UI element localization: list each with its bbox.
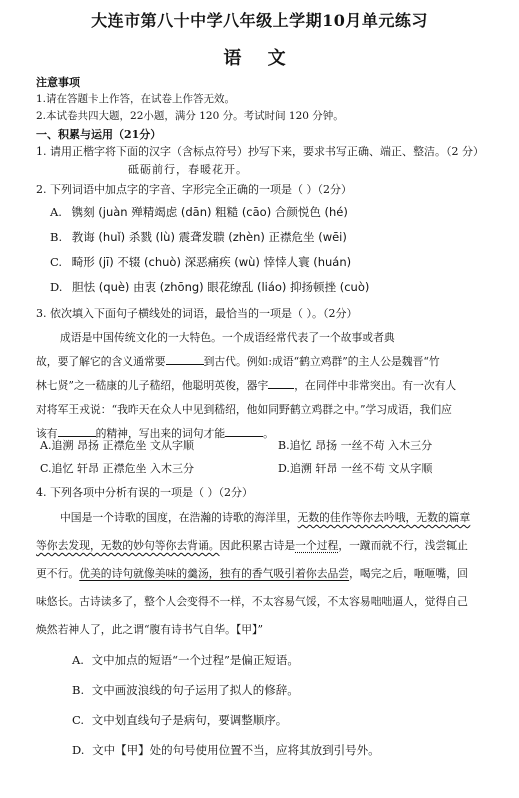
q4-paragraph-line: 更不行。优美的诗句就像美味的羹汤，独有的香气吸引着你去品尝，喝完之后，咂咂嘴，回 <box>36 567 468 580</box>
option-text: 畸形 (jī) 不辍 (chuò) 深恶痛疾 (wù) 悻悻人寰 (huán) <box>71 255 352 269</box>
q4-option-c: C. 文中划直线句子是病句，要调整顺序。 <box>72 713 288 727</box>
q3-paragraph-line: 该有 的精神，写出来的词句才能 。 <box>36 427 274 440</box>
q2-option-a <box>50 204 348 220</box>
dotted-phrase: 一个过程 <box>295 539 339 552</box>
option-text: 教诲 (huǐ) 杀戮 (lù) 震聋发聩 (zhèn) 正襟危坐 (wēi) <box>71 230 347 244</box>
q2-option-d <box>50 279 369 295</box>
fill-blank[interactable] <box>166 354 204 365</box>
q4-paragraph-line: 焕然若神人了，此之谓“腹有诗书气自华。【甲】” <box>36 623 263 636</box>
option-letter: C. <box>50 255 63 269</box>
notes-heading: 注意事项 <box>36 76 80 89</box>
q3-choice-b: B.追忆 昂扬 一丝不苟 入木三分 <box>278 439 433 452</box>
q3-choice-c: C.追忆 轩昂 正襟危坐 入木三分 <box>40 462 195 475</box>
option-letter: D. <box>50 280 63 294</box>
option-letter: A. <box>50 205 62 219</box>
subject-title: 语 文 <box>223 48 296 69</box>
q3-paragraph-line: 林七贤”之一嵇康的儿子嵇绍，他聪明英俊，器宇 ，在同伴中非常突出。有一次有人 <box>36 379 457 392</box>
wavy-underlined-sentence: 无数的佳作等你去吟哦，无数的篇章 <box>297 511 471 524</box>
straight-underlined-sentence: 优美的诗句就像美味的羹汤，独有的香气吸引着你去品尝 <box>79 567 350 580</box>
question-2-text: 2. 下列词语中加点字的字音、字形完全正确的一项是（ ）（2分） <box>36 183 352 196</box>
q3-choice-d: D.追溯 轩昂 一丝不苟 文从字顺 <box>278 462 433 475</box>
question-1-text: 1. 请用正楷字将下面的汉字（含标点符号）抄写下来，要求书写正确、端正、整洁。（2 分） <box>36 145 484 158</box>
exam-title: 大连市第八十中学八年级上学期10月单元练习 <box>91 11 428 30</box>
q4-option-b: B. 文中画波浪线的句子运用了拟人的修辞。 <box>72 683 299 697</box>
q3-paragraph-line: 成语是中国传统文化的一大特色。一个成语经常代表了一个故事或者典 <box>60 331 395 344</box>
q2-option-c <box>50 254 351 270</box>
q3-paragraph-line: 对将军王戎说：“我昨天在众人中见到嵇绍，他如同野鹤立鸡群之中。”学习成语，我们应 <box>36 403 452 416</box>
note-item: 2.本试卷共四大题，22小题，满分 120 分。考试时间 120 分钟。 <box>36 110 344 122</box>
q4-paragraph-line: 等你去发现，无数的妙句等你去背诵。因此积累古诗是一个过程，一蹴而就不行，浅尝辄止 <box>36 539 468 552</box>
q4-paragraph-line: 味悠长。古诗读多了，整个人会变得不一样，不太容易气馁，不太容易咄咄逼人，觉得自己 <box>36 595 468 608</box>
q4-paragraph-line: 中国是一个诗歌的国度，在浩瀚的诗歌的海洋里，无数的佳作等你去吟哦，无数的篇章 <box>60 511 471 524</box>
q3-choice-a: A.追溯 昂扬 正襟危坐 文从字顺 <box>40 439 194 452</box>
q4-option-a: A. 文中加点的短语“一个过程”是偏正短语。 <box>72 653 299 667</box>
option-text: 镌刻 (juàn 殚精竭虑 (dān) 粗糙 (cāo) 合颜悦色 (hé) <box>71 205 348 219</box>
note-item: 1.请在答题卡上作答，在试卷上作答无效。 <box>36 93 236 105</box>
option-letter: B. <box>50 230 63 244</box>
q4-option-d: D. 文中【甲】处的句号使用位置不当，应将其放到引号外。 <box>72 743 380 757</box>
question-1-phrase: 砥砺前行，春暖花开。 <box>128 163 248 176</box>
question-4-text: 4. 下列各项中分析有误的一项是（ ）（2分） <box>36 486 253 499</box>
fill-blank[interactable] <box>58 426 96 437</box>
wavy-underlined-sentence: 等你去发现，无数的妙句等你去背诵。 <box>36 539 220 552</box>
q3-paragraph-line: 故，要了解它的含义通常要 到古代。例如:成语“鹤立鸡群”的主人公是魏晋“竹 <box>36 355 440 368</box>
option-text: 胆怯 (què) 由衷 (zhōng) 眼花缭乱 (liáo) 抑扬顿挫 (cuò) <box>72 280 370 294</box>
fill-blank[interactable] <box>268 378 294 389</box>
fill-blank[interactable] <box>225 426 263 437</box>
section-heading: 一、积累与运用（21分） <box>36 128 162 141</box>
q2-option-b <box>50 229 347 245</box>
question-3-text: 3. 依次填入下面句子横线处的词语，最恰当的一项是（ ）。（2分） <box>36 307 358 320</box>
